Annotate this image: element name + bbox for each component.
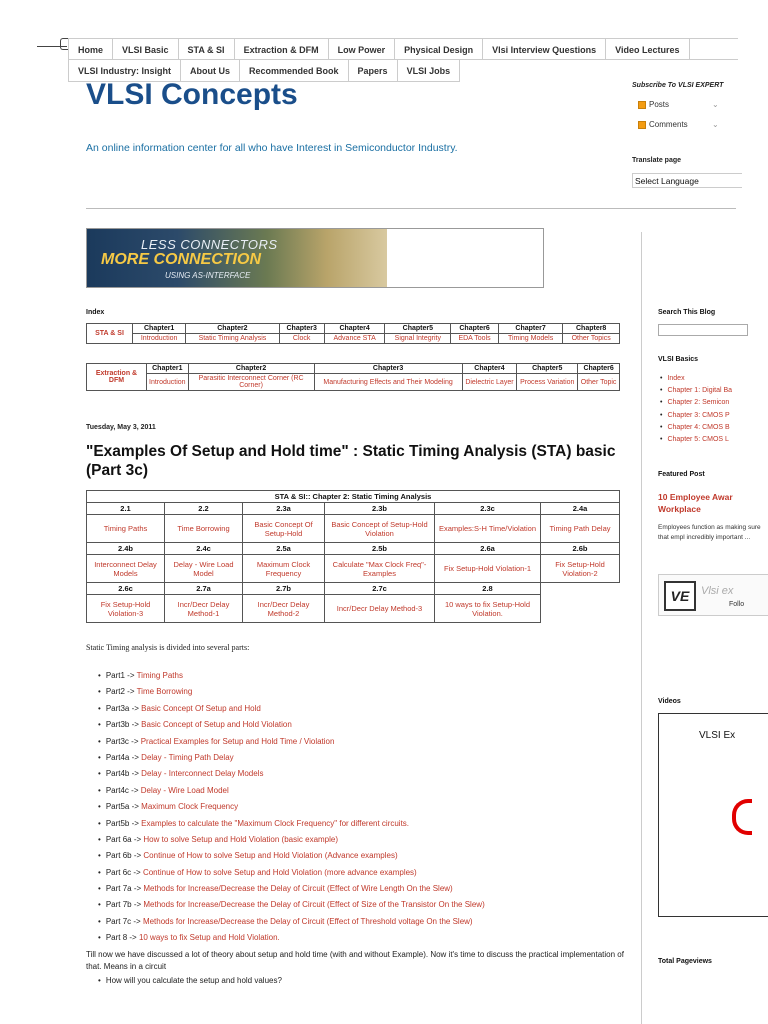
index-heading: Index — [86, 309, 105, 316]
chapter-header: Chapter5 — [517, 364, 578, 374]
play-icon[interactable] — [732, 799, 752, 835]
section-number: 2.6a — [435, 543, 541, 555]
part-prefix: Part 6c -> — [105, 867, 143, 877]
vlsi-basics-heading: VLSI Basics — [658, 356, 699, 363]
sidebar-link[interactable]: • Chapter 1: Digital Ba — [660, 385, 732, 397]
list-item — [98, 832, 485, 848]
section-number: 2.6c — [87, 583, 165, 595]
sidebar-divider — [641, 232, 642, 1024]
nav-extraction-dfm[interactable]: Extraction & DFM — [235, 39, 329, 59]
section-number: 2.4a — [541, 503, 620, 515]
part-link[interactable]: Delay - Interconnect Delay Models — [141, 769, 264, 779]
header-divider — [86, 208, 736, 209]
section-number: 2.3c — [435, 503, 541, 515]
chapter-header: Chapter4 — [462, 364, 517, 374]
part-prefix: Part4b -> — [105, 769, 142, 779]
site-tagline: An online information center for all who have Interest in Semiconductor Industry. — [86, 142, 458, 154]
part-link[interactable]: Delay - Timing Path Delay — [141, 752, 234, 762]
site-title[interactable]: VLSI Concepts — [86, 78, 298, 111]
index-table-dfm — [86, 363, 620, 391]
search-heading: Search This Blog — [658, 309, 716, 316]
part-prefix: Part3c -> — [105, 736, 141, 746]
featured-post-desc: Employees function as making sure that empl incredibly important ... — [658, 524, 761, 541]
ad-banner[interactable] — [86, 228, 544, 288]
intro-text: Static Timing analysis is divided into several parts: — [86, 643, 250, 652]
banner-line3: USING AS-INTERFACE — [165, 271, 251, 280]
posts-feed[interactable] — [638, 100, 719, 109]
comments-feed[interactable] — [638, 120, 719, 129]
section-link[interactable]: Delay - Wire Load Model — [165, 555, 243, 583]
chapter-header: Chapter2 — [188, 364, 314, 374]
section-link[interactable]: Examples:S-H Time/Violation — [435, 515, 541, 543]
list-item — [98, 701, 485, 717]
part-prefix: Part1 -> — [105, 671, 137, 680]
part-prefix: Part5b -> — [105, 818, 142, 828]
part-link[interactable]: Practical Examples for Setup and Hold Time / Violation — [140, 736, 335, 746]
body-paragraph: Till now we have discussed a lot of theory about setup and hold time (with and without Example). Now it's time to discuss the practical implementation of that. Means in a circuit — [86, 950, 624, 971]
list-item: • How will you calculate the setup and hold values? — [98, 976, 282, 985]
part-prefix: Part 6a -> — [105, 834, 144, 844]
index-link[interactable]: EDA Tools — [451, 334, 499, 344]
list-item — [98, 734, 485, 750]
list-item — [98, 816, 485, 832]
section-link[interactable]: Interconnect Delay Models — [87, 555, 165, 583]
chapter-header: Chapter2 — [186, 324, 279, 334]
list-item — [98, 865, 485, 881]
window-edge — [60, 38, 68, 50]
video-player[interactable] — [658, 713, 768, 917]
index-link[interactable]: Static Timing Analysis — [186, 334, 279, 344]
sta-table-caption: STA & SI:: Chapter 2: Static Timing Analysis — [87, 491, 620, 503]
follow-name: Vlsi ex — [701, 585, 734, 597]
chapter-header: Chapter3 — [314, 364, 462, 374]
part-link[interactable]: Maximum Clock Frequency — [141, 802, 239, 812]
index-link[interactable]: Advance STA — [324, 334, 385, 344]
sidebar-link[interactable]: • Chapter 5: CMOS L — [660, 434, 732, 446]
part-prefix: Part2 -> — [105, 687, 137, 697]
index-link[interactable]: Other Topic — [578, 374, 620, 391]
nav-papers[interactable]: Papers — [349, 60, 398, 81]
section-number: 2.3a — [243, 503, 325, 515]
part-link[interactable]: Methods for Increase/Decrease the Delay of Circuit (Effect of Wire Length On the Slew) — [143, 884, 453, 894]
sidebar-link[interactable]: • Chapter 3: CMOS P — [660, 410, 732, 422]
banner-line2: MORE CONNECTION — [101, 251, 261, 268]
section-number: 2.5b — [325, 543, 435, 555]
nav-recommended-book[interactable]: Recommended Book — [240, 60, 349, 81]
search-input[interactable] — [658, 324, 748, 336]
nav-industry-insight[interactable]: VLSI Industry: Insight — [68, 60, 181, 81]
section-number: 2.2 — [165, 503, 243, 515]
part-prefix: Part3a -> — [105, 703, 142, 713]
section-number: 2.1 — [87, 503, 165, 515]
nav-home[interactable]: Home — [68, 39, 113, 59]
subscribe-heading: Subscribe To VLSI EXPERT — [632, 82, 724, 89]
chapter-header: Chapter1 — [133, 324, 186, 334]
language-select[interactable]: Select Language — [632, 173, 742, 188]
part-prefix: Part 7b -> — [105, 900, 144, 910]
vlsi-basics-list — [660, 373, 732, 446]
index-link[interactable]: Introduction — [133, 334, 186, 344]
section-link[interactable]: Fix Setup-Hold Violation-2 — [541, 555, 620, 583]
chevron-down-icon[interactable]: ⌄ — [712, 100, 719, 109]
index-link[interactable]: Timing Models — [498, 334, 562, 344]
part-link[interactable]: Time Borrowing — [136, 687, 193, 697]
part-prefix: Part 8 -> — [105, 933, 139, 943]
sidebar-link[interactable]: • Index — [660, 373, 732, 385]
part-prefix: Part 7c -> — [105, 916, 143, 926]
list-item — [98, 930, 485, 946]
rss-icon — [638, 121, 646, 129]
section-number: 2.5a — [243, 543, 325, 555]
banner-line1: LESS CONNECTORS — [141, 237, 278, 252]
pageviews-heading: Total Pageviews — [658, 958, 712, 965]
list-item — [98, 684, 485, 700]
part-link[interactable]: Timing Paths — [136, 671, 183, 680]
main-nav — [68, 38, 738, 60]
vlsi-expert-logo: VE — [664, 581, 696, 611]
section-number: 2.6b — [541, 543, 620, 555]
sidebar-link[interactable]: • Chapter 2: Semicon — [660, 397, 732, 409]
part-prefix: Part3b -> — [105, 720, 142, 730]
comments-feed-label: Comments — [649, 120, 688, 129]
nav-vlsi-basic[interactable]: VLSI Basic — [113, 39, 179, 59]
index-link[interactable]: Clock — [279, 334, 324, 344]
index-table-sta — [86, 323, 620, 344]
chapter-header: Chapter6 — [578, 364, 620, 374]
part-link[interactable]: 10 ways to fix Setup and Hold Violation. — [138, 933, 280, 943]
follow-button[interactable]: Follo — [729, 601, 745, 608]
list-item — [98, 914, 485, 930]
nav-about-us[interactable]: About Us — [181, 60, 240, 81]
section-link[interactable]: Fix Setup-Hold Violation-1 — [435, 555, 541, 583]
part-link[interactable]: Methods for Increase/Decrease the Delay of Circuit (Effect of Threshold voltage On the Slew) — [142, 916, 473, 926]
part-prefix: Part4a -> — [105, 752, 142, 762]
nav-video-lectures[interactable]: Video Lectures — [606, 39, 689, 59]
section-link[interactable]: Timing Paths — [87, 515, 165, 543]
chapter-header: Chapter1 — [147, 364, 189, 374]
section-link[interactable]: Incr/Decr Delay Method-1 — [165, 595, 243, 623]
section-number: 2.7b — [243, 583, 325, 595]
list-item — [98, 881, 485, 897]
chapter-header: Chapter5 — [385, 324, 451, 334]
part-prefix: Part4c -> — [105, 785, 141, 795]
list-item — [98, 766, 485, 782]
banner-blank — [390, 229, 544, 288]
list-item — [98, 668, 485, 684]
section-link[interactable]: Basic Concept of Setup-Hold Violation — [325, 515, 435, 543]
section-link[interactable]: Basic Concept Of Setup-Hold — [243, 515, 325, 543]
videos-heading: Videos — [658, 698, 681, 705]
section-number: 2.3b — [325, 503, 435, 515]
translate-heading: Translate page — [632, 157, 682, 164]
nav-physical-design[interactable]: Physical Design — [395, 39, 483, 59]
section-link[interactable]: Incr/Decr Delay Method-2 — [243, 595, 325, 623]
chapter-header: Chapter7 — [498, 324, 562, 334]
chapter-header: Chapter3 — [279, 324, 324, 334]
list-item — [98, 717, 485, 733]
section-link[interactable]: Calculate "Max Clock Freq"- Examples — [325, 555, 435, 583]
chapter-header: Chapter4 — [324, 324, 385, 334]
follow-widget[interactable] — [658, 574, 768, 616]
index-link[interactable]: Process Variation — [517, 374, 578, 391]
part-link[interactable]: Examples to calculate the "Maximum Clock Frequency" for different circuits. — [141, 818, 410, 828]
index-link[interactable]: Introduction — [147, 374, 189, 391]
nav-sta-si[interactable]: STA & SI — [179, 39, 235, 59]
rss-icon — [638, 101, 646, 109]
section-number: 2.7c — [325, 583, 435, 595]
nav-vlsi-jobs[interactable]: VLSI Jobs — [398, 60, 461, 81]
index-link[interactable]: Manufacturing Effects and Their Modeling — [314, 374, 462, 391]
chapter-header: Chapter8 — [563, 324, 620, 334]
part-prefix: Part 6b -> — [105, 851, 144, 861]
section-number: 2.8 — [435, 583, 541, 595]
index-link[interactable]: Other Topics — [563, 334, 620, 344]
index-link[interactable]: Signal Integrity — [385, 334, 451, 344]
section-link[interactable]: Maximum Clock Frequency — [243, 555, 325, 583]
part-link[interactable]: Delay - Wire Load Model — [140, 785, 229, 795]
index-sta-label: STA & SI — [87, 324, 133, 344]
section-link[interactable]: Timing Path Delay — [541, 515, 620, 543]
section-number: 2.4c — [165, 543, 243, 555]
part-link[interactable]: How to solve Setup and Hold Violation (basic example) — [143, 834, 339, 844]
list-item — [98, 799, 485, 815]
sta-chapter-table — [86, 490, 620, 623]
section-number: 2.4b — [87, 543, 165, 555]
section-link[interactable]: 10 ways to fix Setup-Hold Violation. — [435, 595, 541, 623]
nav-low-power[interactable]: Low Power — [329, 39, 396, 59]
post-title[interactable]: "Examples Of Setup and Hold time" : Static Timing Analysis (STA) basic (Part 3c) — [86, 443, 616, 479]
part-link[interactable]: Basic Concept of Setup and Hold Violation — [141, 720, 292, 730]
section-link[interactable]: Time Borrowing — [165, 515, 243, 543]
featured-heading: Featured Post — [658, 471, 705, 478]
section-number: 2.7a — [165, 583, 243, 595]
part-link[interactable]: Continue of How to solve Setup and Hold Violation (more advance examples) — [142, 867, 417, 877]
featured-post-title[interactable]: 10 Employee Awar Workplace — [658, 492, 733, 514]
index-link[interactable]: Parasitic Interconnect Corner (RC Corner) — [188, 374, 314, 391]
chevron-down-icon[interactable]: ⌄ — [712, 120, 719, 129]
list-item — [98, 848, 485, 864]
list-item — [98, 897, 485, 913]
list-item — [98, 750, 485, 766]
part-link[interactable]: Basic Concept Of Setup and Hold — [141, 703, 261, 713]
list-item — [98, 783, 485, 799]
section-link[interactable]: Fix Setup-Hold Violation-3 — [87, 595, 165, 623]
part-prefix: Part 7a -> — [105, 884, 144, 894]
sidebar-link[interactable]: • Chapter 4: CMOS B — [660, 422, 732, 434]
parts-list — [98, 668, 485, 947]
index-link[interactable]: Dielectric Layer — [462, 374, 517, 391]
chapter-header: Chapter6 — [451, 324, 499, 334]
nav-interview-questions[interactable]: Vlsi Interview Questions — [483, 39, 606, 59]
empty-cell — [541, 583, 620, 623]
part-prefix: Part5a -> — [105, 802, 142, 812]
section-link[interactable]: Incr/Decr Delay Method-3 — [325, 595, 435, 623]
index-dfm-label: Extraction & DFM — [87, 364, 147, 391]
part-link[interactable]: Methods for Increase/Decrease the Delay of Circuit (Effect of Size of the Transistor On the Slew) — [143, 900, 485, 910]
part-link[interactable]: Continue of How to solve Setup and Hold Violation (Advance examples) — [143, 851, 398, 861]
post-date: Tuesday, May 3, 2011 — [86, 424, 156, 431]
posts-feed-label: Posts — [649, 100, 670, 109]
video-title: VLSI Ex — [699, 730, 736, 741]
